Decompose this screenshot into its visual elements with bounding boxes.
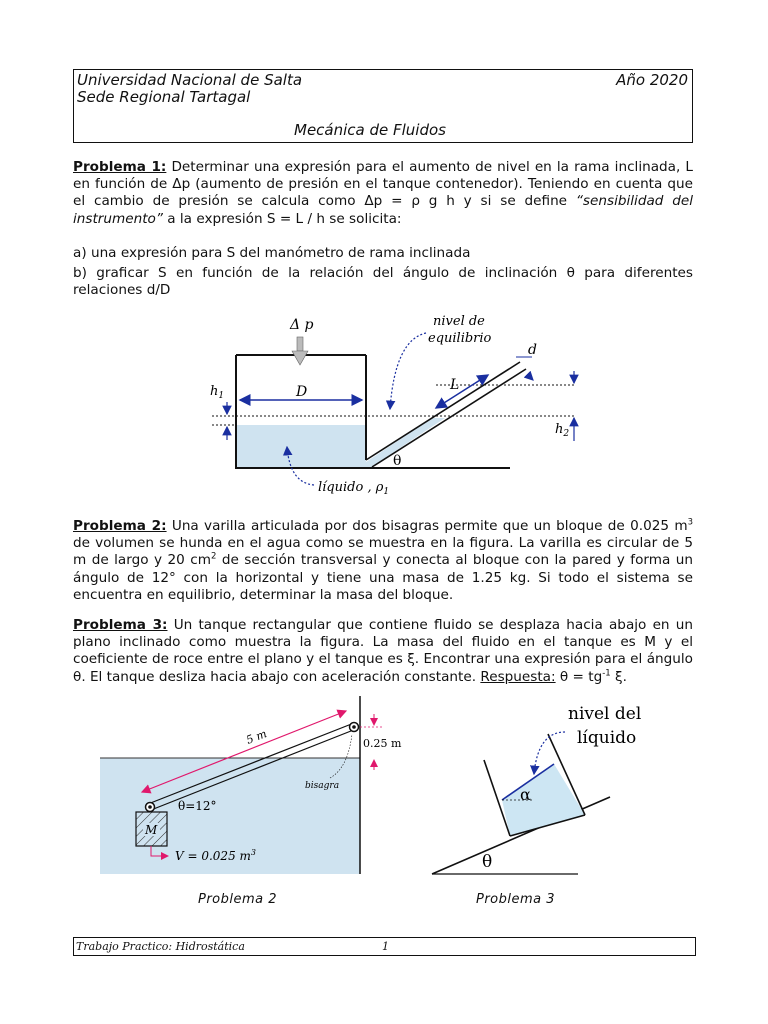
theta-label: θ (393, 453, 402, 469)
equilibrio-label: equilibrio (428, 331, 492, 346)
university-name: Universidad Nacional de Salta (77, 71, 303, 89)
problem1-body-end: a la expresión S = L / h se solicita: (162, 210, 402, 227)
problem3-title: Problema 3: (73, 617, 168, 633)
mass-label: M (145, 823, 158, 837)
problem2-body: Una varilla articulada por dos bisagras permite que un bloque de 0.025 m (166, 518, 688, 534)
answer-text: θ = tg (555, 668, 603, 685)
answer-sup: -1 (602, 668, 611, 679)
d-arrow (528, 375, 533, 380)
liquido-p3-label: líquido (577, 728, 637, 748)
tube-upper (366, 362, 520, 460)
bisagra-label: bisagra (305, 781, 340, 791)
problem1-item-a: a) una expresión para S del manómetro de rama inclinada (73, 245, 471, 261)
page-number: 1 (382, 940, 389, 953)
header-box (73, 69, 693, 143)
problem2-body2: de volumen se hunda en el agua como se muestra en la figura. La varilla es circular de 5 m de largo y 20 cm (73, 535, 693, 569)
h2-label: $h_2$ (555, 422, 570, 439)
problem3-body: Un tanque rectangular que contiene fluido se desplaza hacia abajo en un plano inclinado como muestra la figura. La masa del fluido en el tanque es M y el coeficiente de roce entre el plano y el tanque es ξ. Encontrar una expresión para el ángulo θ. El tanque desliza hacia abajo con aceleración constante. (73, 617, 693, 685)
footer-title: Trabajo Practico: Hidrostática (76, 940, 245, 953)
liquido-label: líquido , $\rho_1$ (318, 480, 390, 497)
problem1-body: Determinar una expresión para el aumento de nivel en la rama inclinada, L en función de Δp (aumento de presión en el tanque contenedor). Teniendo en cuenta que el cambio de presión se calcula como Δp = ρ g h y si se define (73, 159, 693, 210)
theta-label-p3: θ (482, 852, 493, 872)
problem2-sup2: 2 (210, 551, 217, 562)
problem2-caption: Problema 2 (198, 892, 278, 907)
nivel-del-label: nivel del (568, 704, 642, 724)
hinged-rod-figure (98, 696, 408, 876)
d-label: d (528, 342, 537, 358)
sede-name: Sede Regional Tartagal (77, 88, 251, 106)
nivel-pointer (390, 333, 426, 409)
problem2-text (73, 518, 693, 604)
pressure-arrow-icon (292, 351, 308, 365)
problem2-body3: de sección transversal y conecta al bloque con la pared y forma un ángulo de 12° con la horizontal y tiene una masa de 1.25 kg. Si todo el sistema se encuentra en equilibrio, determinar la masa del bloque. (73, 552, 693, 603)
problem3-text (73, 617, 693, 686)
problem1-title: Problema 1: (73, 159, 167, 175)
dp-label: Δ p (290, 317, 314, 333)
hinge-bottom-dot (148, 805, 152, 809)
problem1-item-b: b) graficar S en función de la relación del ángulo de inclinación θ para diferentes relaciones d/D (73, 265, 693, 299)
answer-end: ξ. (610, 668, 627, 685)
inclined-tank-figure (428, 696, 642, 876)
problem2-sup1: 3 (687, 517, 693, 528)
length-label: 5 m (244, 727, 269, 747)
answer-label: Respuesta: (480, 668, 556, 685)
L-label: L (450, 377, 460, 393)
h1-label: $h_1$ (210, 384, 225, 401)
hinge-top-dot (352, 725, 356, 729)
alpha-label: α (520, 785, 531, 804)
tank-liquid (236, 425, 366, 468)
problem1-text (73, 159, 693, 228)
angle-label: θ=12° (178, 799, 217, 813)
manometer-figure (200, 305, 600, 505)
year-label: Año 2020 (616, 71, 688, 89)
D-label: D (296, 384, 308, 400)
volume-label: V = 0.025 $m^3$ (175, 848, 256, 863)
nivel-label: nivel de (433, 314, 485, 329)
footer-box (73, 937, 696, 956)
course-title: Mecánica de Fluidos (294, 121, 446, 139)
problem1-quote: “sensibilidad del instrumento” (73, 193, 693, 227)
problem3-caption: Problema 3 (476, 892, 556, 907)
L-arrow (436, 375, 488, 408)
problem2-title: Problema 2: (73, 518, 167, 534)
pressure-arrow-shaft (297, 337, 303, 351)
tube-liquid (366, 418, 445, 468)
depth-label: 0.25 m (363, 737, 402, 750)
